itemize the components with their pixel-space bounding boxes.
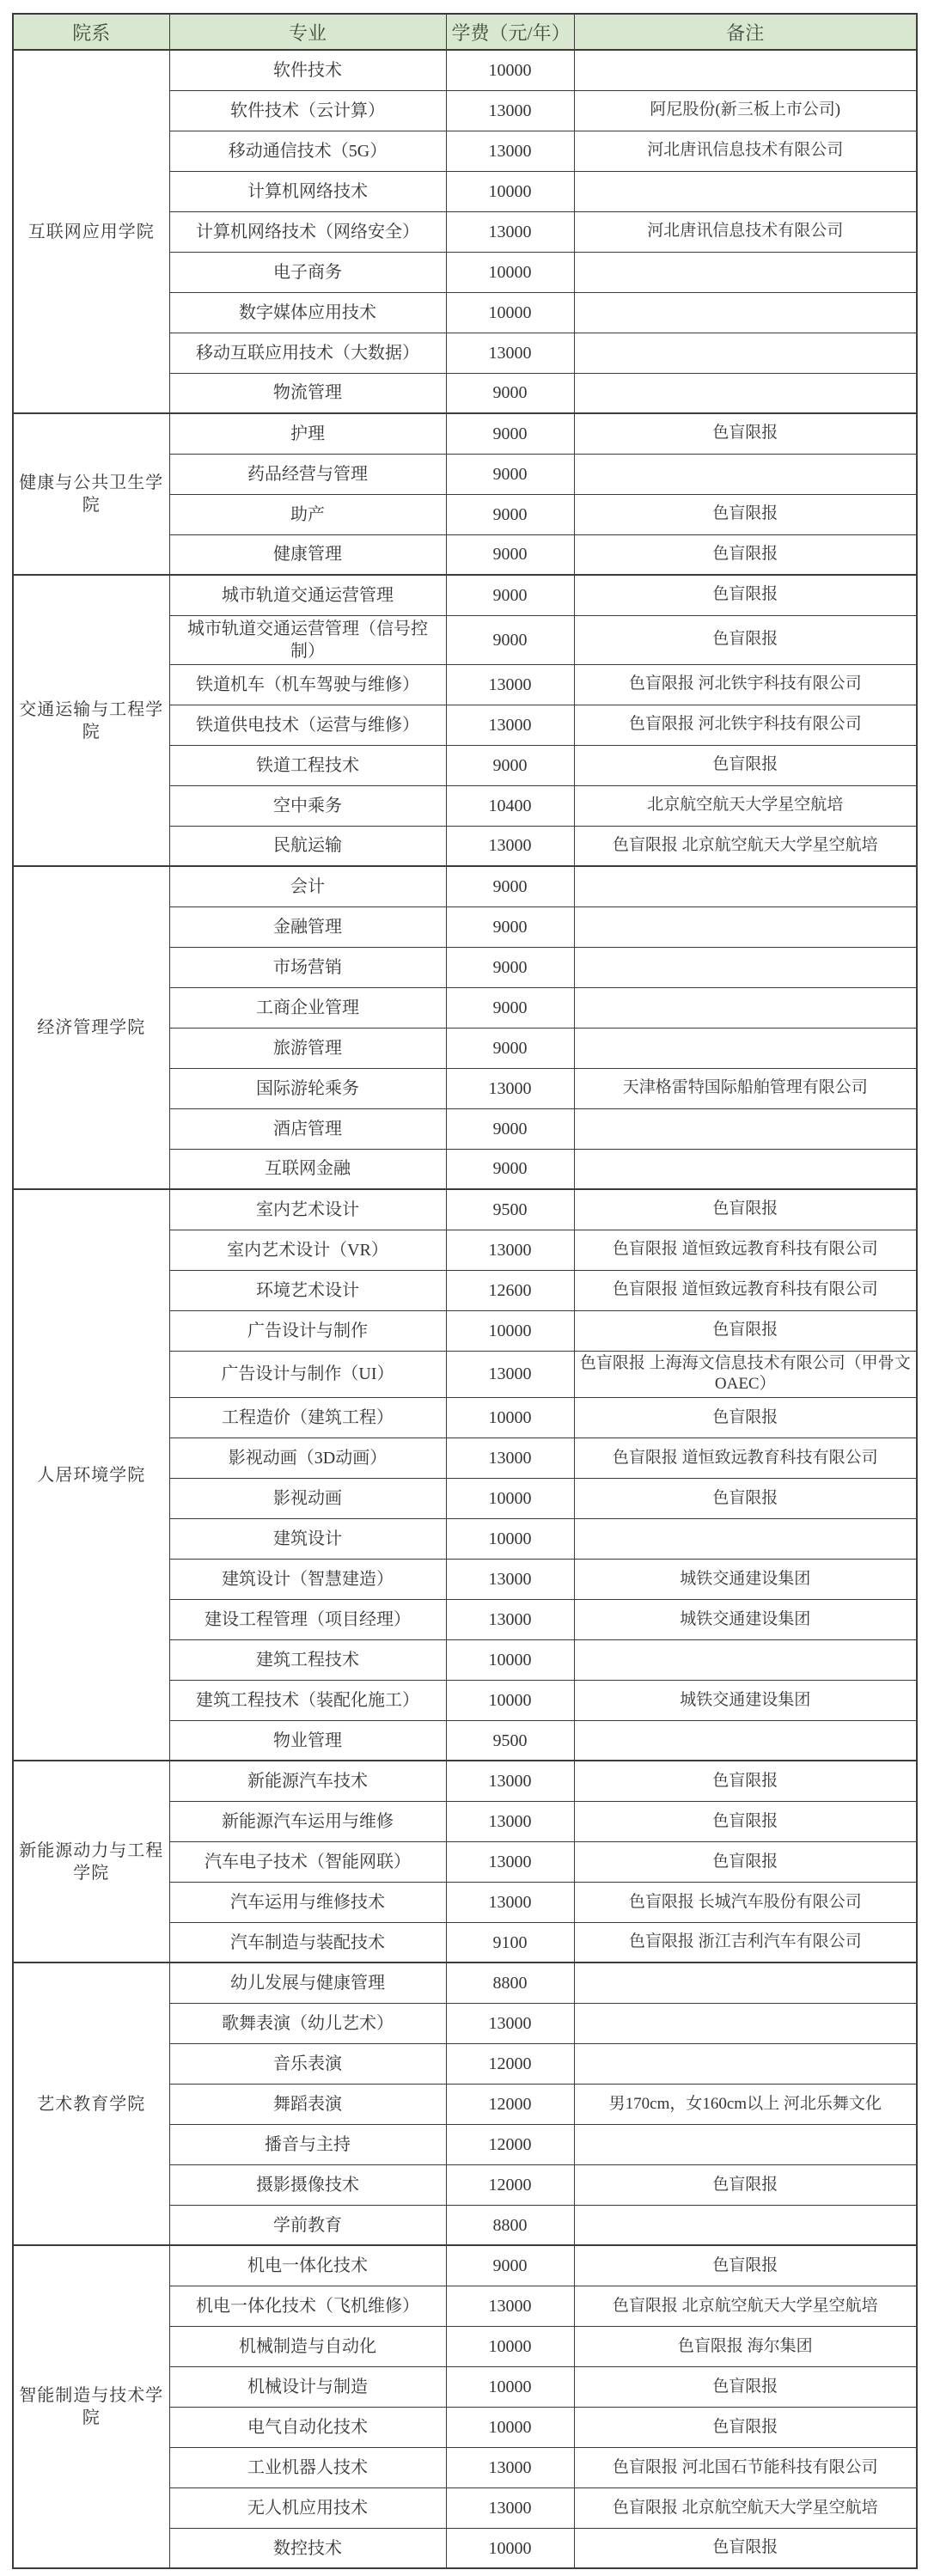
major-cell: 民航运输 [169,826,446,866]
fee-cell: 13000 [446,333,574,373]
fee-cell: 13000 [446,826,574,866]
major-cell: 空中乘务 [169,785,446,826]
major-cell: 护理 [169,413,446,454]
note-cell: 河北唐讯信息技术有限公司 [574,131,917,171]
fee-cell: 9000 [446,454,574,494]
fee-cell: 10000 [446,1639,574,1680]
fee-cell: 10000 [446,1518,574,1559]
note-cell [574,454,917,494]
fee-cell: 10000 [446,1478,574,1518]
major-cell: 电子商务 [169,252,446,292]
fee-cell: 9500 [446,1189,574,1230]
note-cell: 色盲限报 [574,2245,917,2286]
note-cell [574,866,917,906]
note-cell [574,906,917,947]
note-cell [574,1720,917,1761]
major-cell: 机电一体化技术（飞机维修） [169,2286,446,2326]
fee-cell: 9000 [446,2245,574,2286]
fee-cell: 12000 [446,2043,574,2084]
major-cell: 影视动画（3D动画） [169,1438,446,1478]
note-cell: 色盲限报 北京航空航天大学星空航培 [574,2487,917,2528]
note-cell: 色盲限报 [574,1801,917,1841]
note-cell [574,1639,917,1680]
major-cell: 建筑工程技术 [169,1639,446,1680]
fee-cell: 13000 [446,1801,574,1841]
note-cell: 色盲限报 [574,1189,917,1230]
fee-cell: 9000 [446,615,574,664]
fee-cell: 10000 [446,1310,574,1351]
college-cell: 健康与公共卫生学院 [13,413,169,575]
major-cell: 机械设计与制造 [169,2366,446,2407]
major-cell: 软件技术（云计算） [169,90,446,131]
fee-cell: 13000 [446,664,574,705]
major-cell: 数字媒体应用技术 [169,292,446,333]
note-cell: 色盲限报 河北铁宇科技有限公司 [574,664,917,705]
note-cell [574,2124,917,2164]
fee-cell: 10400 [446,785,574,826]
college-group [13,50,917,413]
note-cell [574,171,917,211]
major-cell: 舞蹈表演 [169,2084,446,2124]
major-cell: 室内艺术设计（VR） [169,1230,446,1270]
note-cell: 男170cm，女160cm以上 河北乐舞文化 [574,2084,917,2124]
header-cell-note: 备注 [574,14,917,50]
table-row [13,2245,917,2286]
fee-cell: 13000 [446,1599,574,1639]
college-group [13,866,917,1189]
major-cell: 移动互联应用技术（大数据） [169,333,446,373]
fee-cell: 9100 [446,1922,574,1963]
note-cell [574,1518,917,1559]
note-cell: 河北唐讯信息技术有限公司 [574,211,917,252]
major-cell: 药品经营与管理 [169,454,446,494]
major-cell: 城市轨道交通运营管理（信号控制） [169,615,446,664]
major-cell: 计算机网络技术 [169,171,446,211]
major-cell: 机械制造与自动化 [169,2326,446,2366]
major-cell: 建筑工程技术（装配化施工） [169,1680,446,1720]
table-row [13,1963,917,2003]
college-group [13,575,917,866]
note-cell: 色盲限报 [574,1478,917,1518]
fee-cell: 9000 [446,745,574,785]
fee-cell: 9000 [446,373,574,413]
table-row [13,413,917,454]
note-cell [574,2043,917,2084]
note-cell: 色盲限报 [574,1310,917,1351]
fee-cell: 13000 [446,705,574,745]
header-row [13,14,917,50]
fee-cell: 9000 [446,534,574,575]
note-cell: 色盲限报 河北铁宇科技有限公司 [574,705,917,745]
major-cell: 无人机应用技术 [169,2487,446,2528]
table-row [13,50,917,90]
fee-cell: 9000 [446,906,574,947]
note-cell: 色盲限报 北京航空航天大学星空航培 [574,2286,917,2326]
major-cell: 健康管理 [169,534,446,575]
fee-cell: 9000 [446,413,574,454]
college-cell: 经济管理学院 [13,866,169,1189]
fee-cell: 13000 [446,1882,574,1922]
note-cell: 色盲限报 [574,534,917,575]
fee-cell: 13000 [446,2286,574,2326]
note-cell [574,252,917,292]
note-cell: 天津格雷特国际船舶管理有限公司 [574,1068,917,1108]
major-cell: 电气自动化技术 [169,2407,446,2447]
fee-cell: 13000 [446,2487,574,2528]
table-row [13,575,917,615]
major-cell: 工程造价（建筑工程） [169,1397,446,1438]
note-cell: 色盲限报 [574,2366,917,2407]
major-cell: 市场营销 [169,947,446,987]
college-cell: 智能制造与技术学院 [13,2245,169,2568]
major-cell: 影视动画 [169,1478,446,1518]
major-cell: 数控技术 [169,2528,446,2568]
college-group [13,1963,917,2245]
fee-cell: 9500 [446,1720,574,1761]
fee-cell: 13000 [446,1351,574,1397]
note-cell: 色盲限报 [574,2407,917,2447]
note-cell [574,50,917,90]
major-cell: 铁道工程技术 [169,745,446,785]
major-cell: 物流管理 [169,373,446,413]
college-group [13,1761,917,1963]
fee-cell: 8800 [446,1963,574,2003]
fee-cell: 9000 [446,1149,574,1189]
fee-cell: 12600 [446,1270,574,1310]
major-cell: 互联网金融 [169,1149,446,1189]
table-header [13,14,917,50]
major-cell: 铁道机车（机车驾驶与维修） [169,664,446,705]
fee-cell: 9000 [446,575,574,615]
major-cell: 汽车运用与维修技术 [169,1882,446,1922]
major-cell: 移动通信技术（5G） [169,131,446,171]
major-cell: 新能源汽车技术 [169,1761,446,1801]
fee-cell: 9000 [446,987,574,1028]
college-cell: 艺术教育学院 [13,1963,169,2245]
fee-cell: 13000 [446,1230,574,1270]
fee-cell: 13000 [446,131,574,171]
major-cell: 旅游管理 [169,1028,446,1068]
major-cell: 广告设计与制作 [169,1310,446,1351]
fee-cell: 13000 [446,2447,574,2487]
major-cell: 工商企业管理 [169,987,446,1028]
note-cell: 色盲限报 河北国石节能科技有限公司 [574,2447,917,2487]
note-cell: 城铁交通建设集团 [574,1559,917,1599]
major-cell: 建筑设计 [169,1518,446,1559]
fee-cell: 9000 [446,494,574,534]
note-cell: 色盲限报 [574,745,917,785]
major-cell: 建设工程管理（项目经理） [169,1599,446,1639]
major-cell: 建筑设计（智慧建造） [169,1559,446,1599]
major-cell: 城市轨道交通运营管理 [169,575,446,615]
major-cell: 广告设计与制作（UI） [169,1351,446,1397]
major-cell: 摄影摄像技术 [169,2164,446,2205]
header-cell-fee: 学费（元/年） [446,14,574,50]
note-cell: 色盲限报 [574,2164,917,2205]
fee-cell: 10000 [446,2407,574,2447]
fee-cell: 13000 [446,1068,574,1108]
college-group [13,2245,917,2568]
fee-cell: 13000 [446,90,574,131]
major-cell: 计算机网络技术（网络安全） [169,211,446,252]
fee-cell: 13000 [446,1841,574,1882]
note-cell [574,1149,917,1189]
tuition-table [12,13,918,2569]
major-cell: 物业管理 [169,1720,446,1761]
major-cell: 汽车电子技术（智能网联） [169,1841,446,1882]
major-cell: 国际游轮乘务 [169,1068,446,1108]
header-cell-major: 专业 [169,14,446,50]
college-group [13,413,917,575]
note-cell: 色盲限报 海尔集团 [574,2326,917,2366]
major-cell: 新能源汽车运用与维修 [169,1801,446,1841]
fee-cell: 10000 [446,1680,574,1720]
major-cell: 金融管理 [169,906,446,947]
note-cell: 色盲限报 [574,1841,917,1882]
table-row [13,1189,917,1230]
note-cell: 城铁交通建设集团 [574,1680,917,1720]
fee-cell: 13000 [446,1761,574,1801]
major-cell: 软件技术 [169,50,446,90]
note-cell [574,373,917,413]
fee-cell: 13000 [446,211,574,252]
major-cell: 铁道供电技术（运营与维修） [169,705,446,745]
table-row [13,1761,917,1801]
note-cell: 色盲限报 [574,1397,917,1438]
note-cell [574,947,917,987]
fee-cell: 10000 [446,2528,574,2568]
college-group [13,1189,917,1761]
fee-cell: 12000 [446,2164,574,2205]
major-cell: 汽车制造与装配技术 [169,1922,446,1963]
note-cell: 北京航空航天大学星空航培 [574,785,917,826]
major-cell: 音乐表演 [169,2043,446,2084]
note-cell: 色盲限报 [574,575,917,615]
note-cell [574,1028,917,1068]
fee-cell: 13000 [446,1559,574,1599]
major-cell: 工业机器人技术 [169,2447,446,2487]
major-cell: 室内艺术设计 [169,1189,446,1230]
note-cell: 色盲限报 道恒致远教育科技有限公司 [574,1438,917,1478]
note-cell: 色盲限报 上海海文信息技术有限公司（甲骨文OAEC） [574,1351,917,1397]
note-cell: 色盲限报 长城汽车股份有限公司 [574,1882,917,1922]
note-cell: 色盲限报 浙江吉利汽车有限公司 [574,1922,917,1963]
major-cell: 幼儿发展与健康管理 [169,1963,446,2003]
fee-cell: 10000 [446,1397,574,1438]
fee-cell: 8800 [446,2205,574,2245]
header-cell-college: 院系 [13,14,169,50]
note-cell: 色盲限报 [574,615,917,664]
note-cell [574,2205,917,2245]
major-cell: 会计 [169,866,446,906]
major-cell: 播音与主持 [169,2124,446,2164]
fee-cell: 10000 [446,2366,574,2407]
note-cell [574,1963,917,2003]
major-cell: 机电一体化技术 [169,2245,446,2286]
fee-cell: 12000 [446,2084,574,2124]
note-cell: 色盲限报 [574,1761,917,1801]
major-cell: 助产 [169,494,446,534]
note-cell [574,292,917,333]
fee-cell: 9000 [446,947,574,987]
fee-cell: 9000 [446,1028,574,1068]
major-cell: 歌舞表演（幼儿艺术） [169,2003,446,2043]
note-cell: 色盲限报 道恒致远教育科技有限公司 [574,1230,917,1270]
note-cell: 色盲限报 北京航空航天大学星空航培 [574,826,917,866]
college-cell: 交通运输与工程学院 [13,575,169,866]
note-cell [574,987,917,1028]
note-cell: 色盲限报 [574,413,917,454]
fee-cell: 13000 [446,2003,574,2043]
fee-cell: 10000 [446,292,574,333]
note-cell: 阿尼股份(新三板上市公司) [574,90,917,131]
college-cell: 人居环境学院 [13,1189,169,1761]
note-cell: 城铁交通建设集团 [574,1599,917,1639]
fee-cell: 13000 [446,1438,574,1478]
fee-cell: 12000 [446,2124,574,2164]
note-cell: 色盲限报 [574,494,917,534]
note-cell: 色盲限报 [574,2528,917,2568]
note-cell: 色盲限报 道恒致远教育科技有限公司 [574,1270,917,1310]
note-cell [574,2003,917,2043]
fee-cell: 10000 [446,171,574,211]
major-cell: 环境艺术设计 [169,1270,446,1310]
major-cell: 学前教育 [169,2205,446,2245]
fee-cell: 9000 [446,866,574,906]
college-cell: 新能源动力与工程学院 [13,1761,169,1963]
fee-cell: 9000 [446,1108,574,1149]
fee-cell: 10000 [446,50,574,90]
note-cell [574,333,917,373]
fee-cell: 10000 [446,252,574,292]
note-cell [574,1108,917,1149]
fee-cell: 10000 [446,2326,574,2366]
college-cell: 互联网应用学院 [13,50,169,413]
table-row [13,866,917,906]
major-cell: 酒店管理 [169,1108,446,1149]
